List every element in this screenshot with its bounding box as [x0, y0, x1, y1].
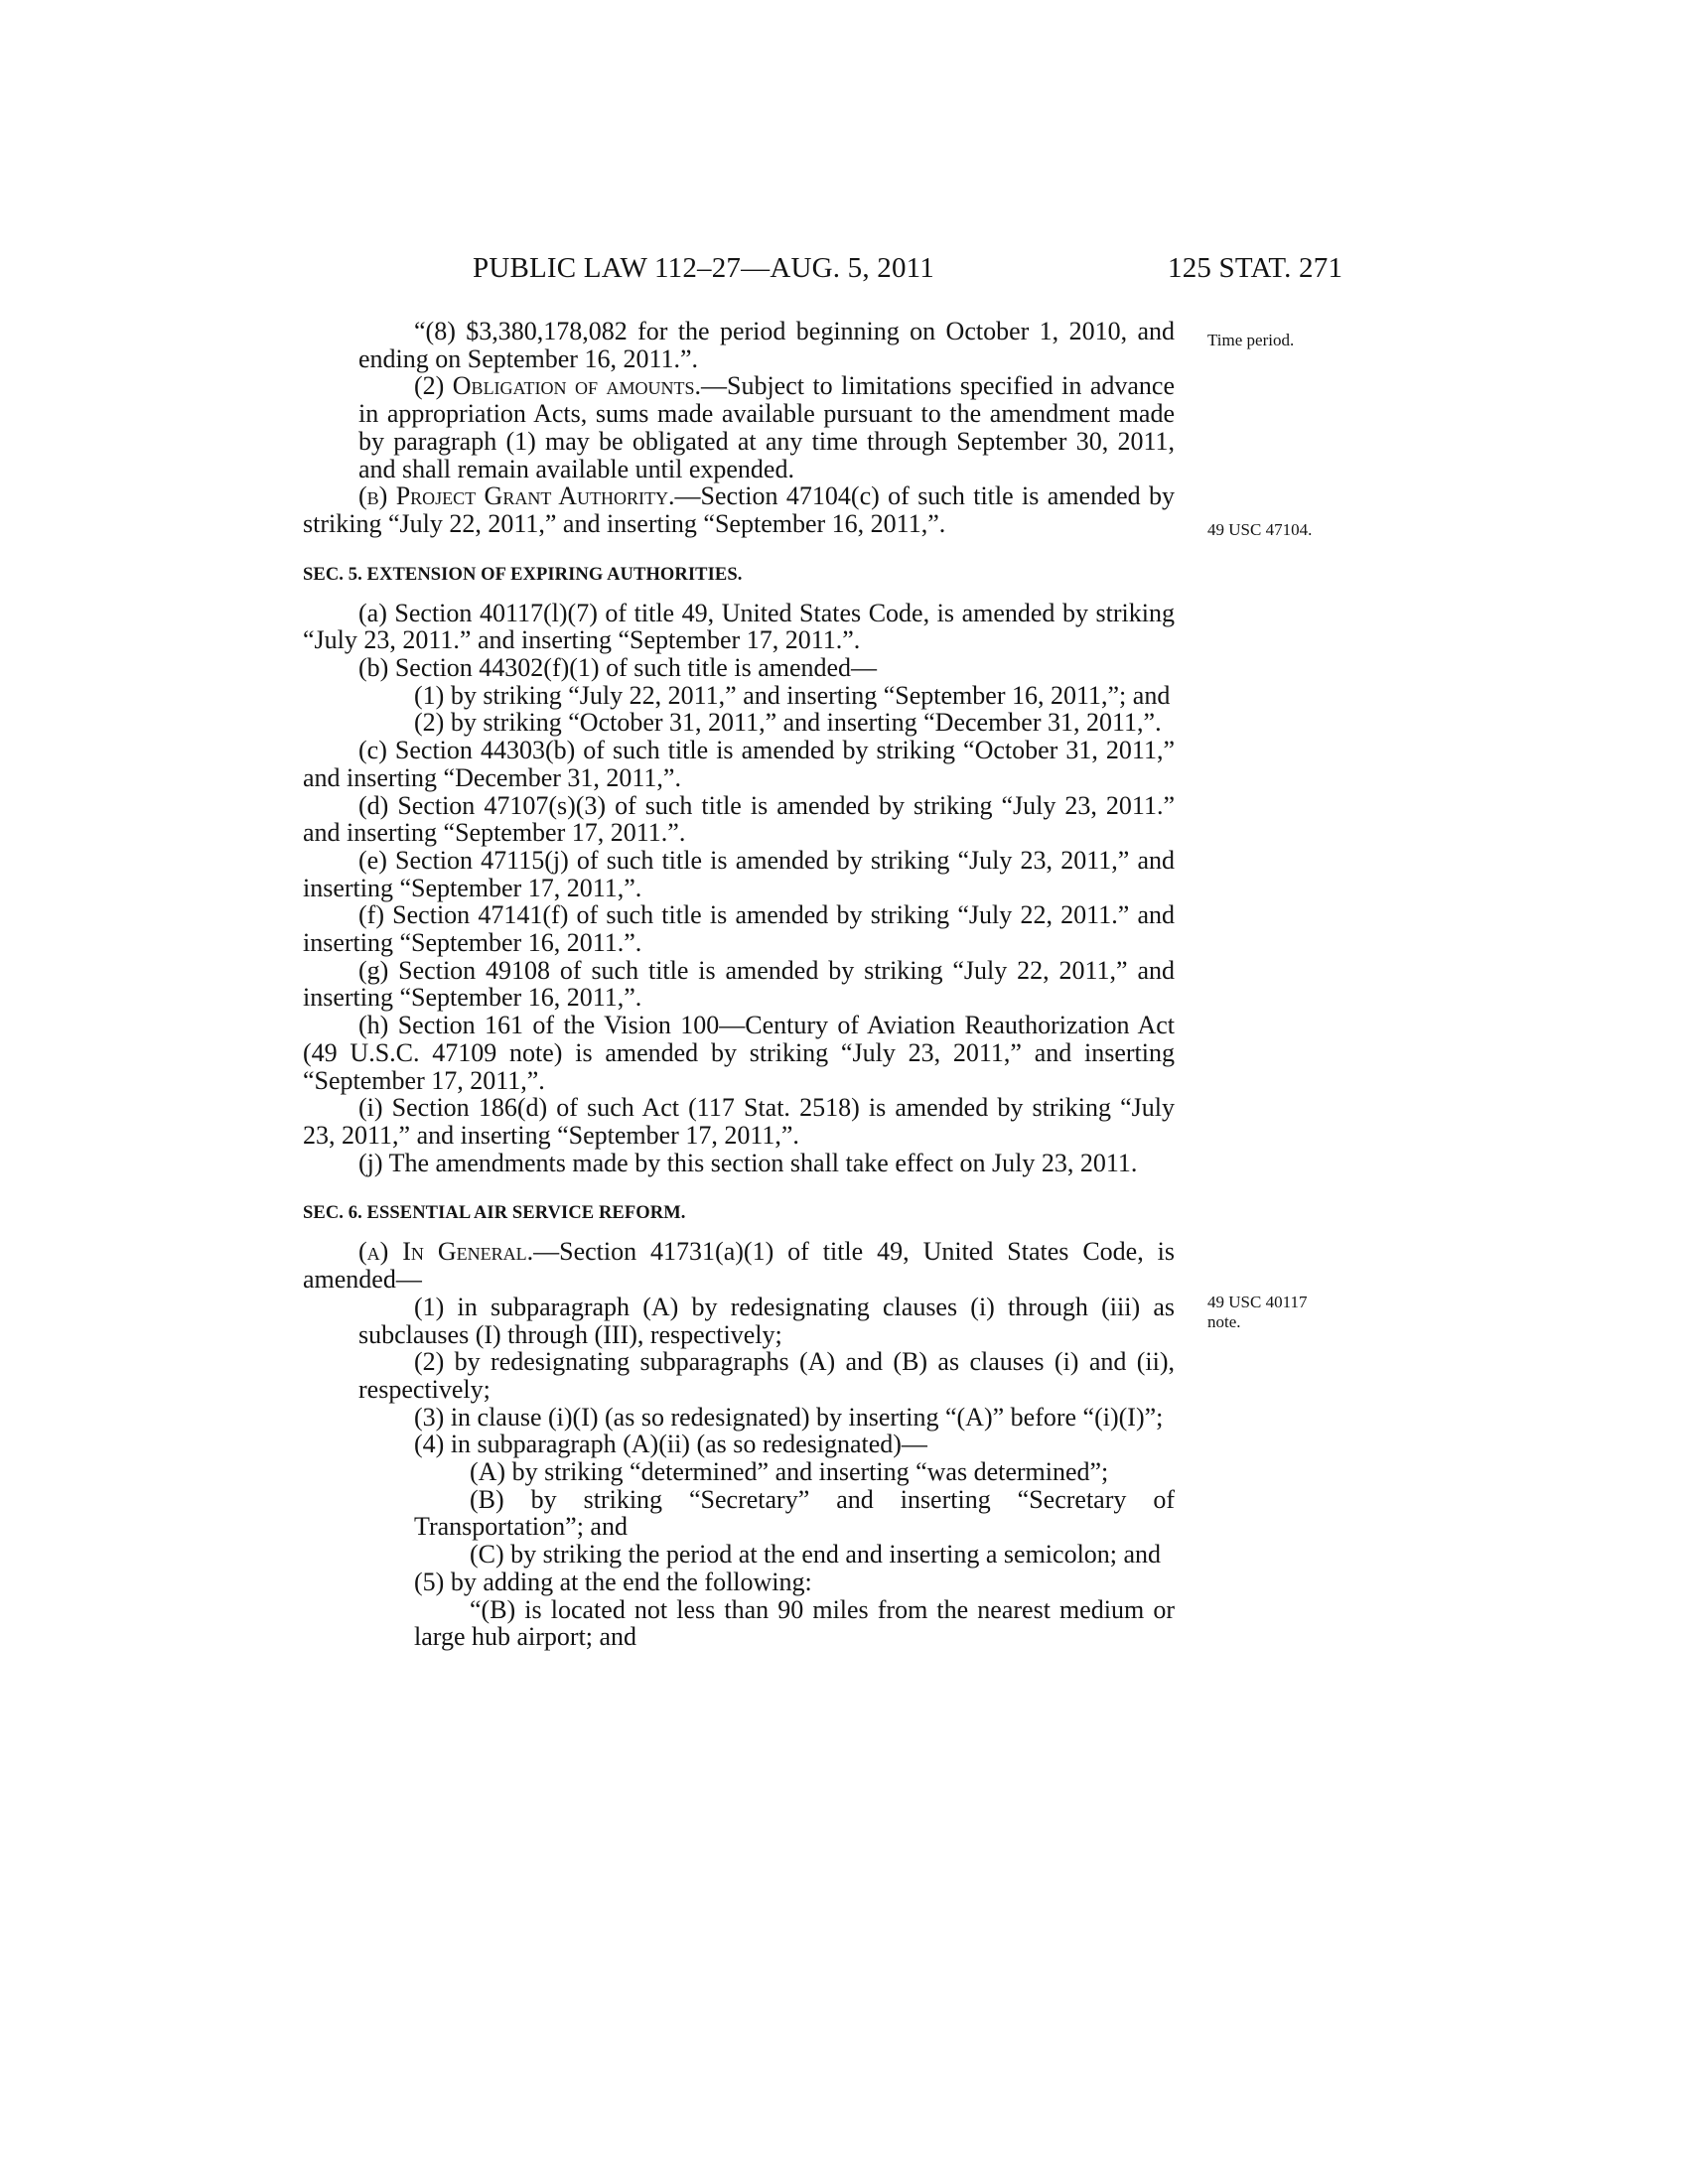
section-5-g: (g) Section 49108 of such title is amended by striking “July 22, 2011,” and inserting “September 16, 2011,”. [303, 955, 1175, 1013]
section-5-f: (f) Section 47141(f) of such title is amended by striking “July 22, 2011.” and inserting “September 16, 2011.”. [303, 900, 1175, 958]
margin-note-line: note. [1207, 1312, 1241, 1331]
paragraph-text: —Subject to limitations specified in advance in appropriation Acts, sums made available pursuant to the amendment made by paragraph (1) may be obligated at any time through September 30, 2011, and shall remain available until expended. [358, 371, 1175, 483]
section-6-a-4-B: (B) by striking “Secretary” and inserting “Secretary of Transportation”; and [414, 1484, 1175, 1542]
statute-page-number: 125 STAT. 271 [1168, 252, 1343, 284]
section-5-d: (d) Section 47107(s)(3) of such title is amended by striking “July 23, 2011.” and inserting “September 17, 2011.”. [303, 790, 1175, 848]
section-6-a-1: (1) in subparagraph (A) by redesignating clauses (i) through (iii) as subclauses (I) through (III), respectively; [358, 1292, 1175, 1349]
section-5-h: (h) Section 161 of the Vision 100—Century of Aviation Reauthorization Act (49 U.S.C. 47109 note) is amended by striking “July 23, 2011,” and inserting “September 17, 2011,”. [303, 1011, 1175, 1095]
section-5-heading: SEC. 5. EXTENSION OF EXPIRING AUTHORITIES. [303, 564, 743, 585]
section-6-a [303, 1238, 1175, 1293]
section-6-a-5: (5) by adding at the end the following: [414, 1567, 812, 1596]
margin-note-time-period: Time period. [1207, 331, 1295, 349]
paragraph-text: —Section 41731(a)(1) of title 49, United States Code, is amended— [303, 1237, 1175, 1295]
section-6-a-4-C: (C) by striking the period at the end and inserting a semicolon; and [470, 1540, 1162, 1570]
paragraph-8-amount: “(8) $3,380,178,082 for the period beginning on October 1, 2010, and ending on September 16, 2011.”. [358, 317, 1175, 373]
section-5-e: (e) Section 47115(j) of such title is amended by striking “July 23, 2011,” and inserting “September 17, 2011,”. [303, 845, 1175, 902]
margin-note-49-usc-40117-note [1207, 1293, 1366, 1332]
document-body [303, 318, 1175, 1651]
section-5-b-2: (2) by striking “October 31, 2011,” and inserting “December 31, 2011,”. [414, 708, 1162, 738]
public-law-title: PUBLIC LAW 112–27—AUG. 5, 2011 [473, 252, 934, 284]
section-6-heading: SEC. 6. ESSENTIAL AIR SERVICE REFORM. [303, 1203, 686, 1224]
section-5-j: (j) The amendments made by this section shall take effect on July 23, 2011. [358, 1148, 1138, 1177]
section-5-a: (a) Section 40117(l)(7) of title 49, United States Code, is amended by striking “July 23, 2011.” and inserting “September 17, 2011.”. [303, 598, 1175, 655]
paragraph-heading: (b) Project Grant Authority. [358, 481, 675, 511]
section-6-a-4: (4) in subparagraph (A)(ii) (as so redesignated)— [414, 1430, 927, 1459]
margin-note-line: 49 USC 40117 [1207, 1293, 1308, 1311]
paragraph-heading: (2) Obligation of amounts. [414, 371, 701, 401]
section-6-a-3: (3) in clause (i)(I) (as so redesignated) by inserting “(A)” before “(i)(I)”; [414, 1402, 1164, 1432]
paragraph-project-grant-authority [303, 482, 1175, 537]
section-5-i: (i) Section 186(d) of such Act (117 Stat. 2518) is amended by striking “July 23, 2011,” and inserting “September 17, 2011,”. [303, 1093, 1175, 1150]
margin-note-49-usc-47104: 49 USC 47104. [1207, 520, 1313, 539]
section-6-a-2: (2) by redesignating subparagraphs (A) and (B) as clauses (i) and (ii), respectively; [358, 1347, 1175, 1404]
section-5-b-1: (1) by striking “July 22, 2011,” and inserting “September 16, 2011,”; and [414, 680, 1171, 710]
section-6-a-5-B: “(B) is located not less than 90 miles from the nearest medium or large hub airport; and [414, 1594, 1175, 1652]
section-5-b: (b) Section 44302(f)(1) of such title is amended— [358, 653, 878, 683]
paragraph-text: —Section 47104(c) of such title is amended by striking “July 22, 2011,” and inserting “September 16, 2011,”. [303, 481, 1175, 538]
section-5-c: (c) Section 44303(b) of such title is amended by striking “October 31, 2011,” and inserting “December 31, 2011,”. [303, 736, 1175, 792]
section-6-a-4-A: (A) by striking “determined” and inserting “was determined”; [470, 1457, 1109, 1487]
paragraph-heading: (a) In General. [358, 1237, 534, 1267]
page-header [0, 252, 1688, 292]
paragraph-obligation-of-amounts [303, 372, 1175, 482]
